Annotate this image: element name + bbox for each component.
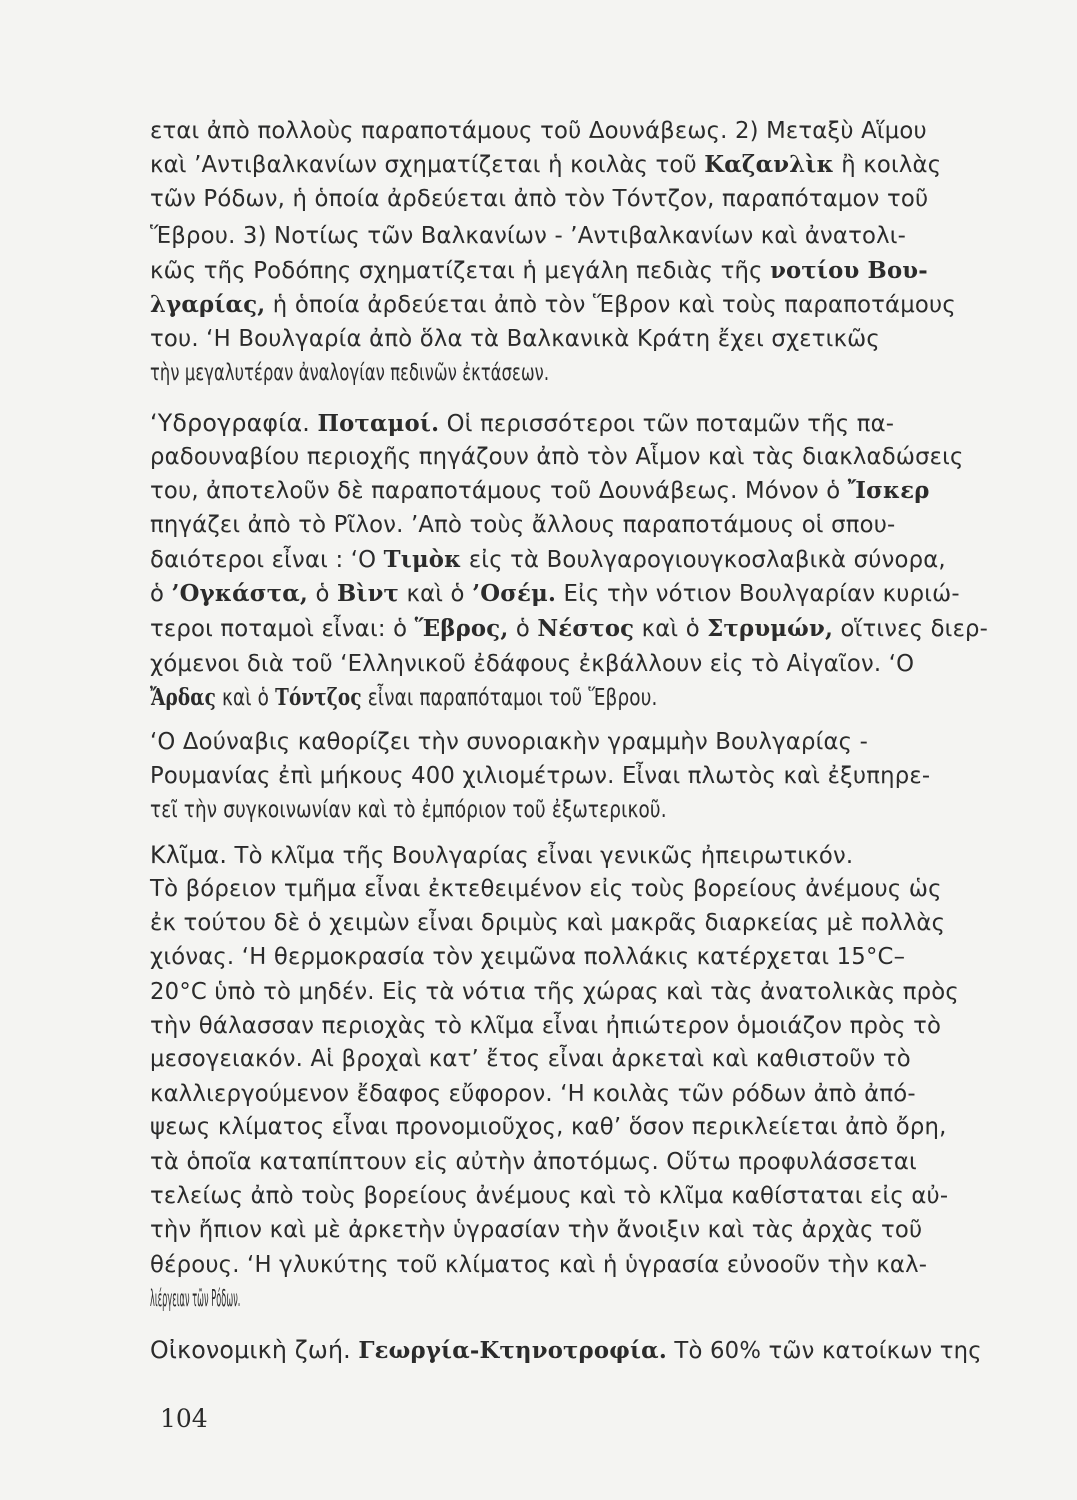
- bold-term: Τιμὸκ: [383, 546, 462, 573]
- text-line: [150, 1284, 450, 1314]
- text-span: Ρουμανίας ἐπὶ μήκους 400 χιλιομέτρων. Εἶναι πλωτὸς καὶ ἐξυπηρε-: [150, 763, 931, 789]
- text-span: Τὸ βόρειον τμῆμα εἶναι ἐκτεθειμένον εἰς τοὺς βορείους ἀνέμους ὡς: [150, 876, 942, 902]
- text-span: τὴν μεγαλυτέραν ἀναλογίαν πεδινῶν ἐκτάσεων.: [150, 360, 550, 386]
- text-span: πηγάζει ἀπὸ τὸ Ρῖλον. ’Απὸ τοὺς ἄλλους παραποτάμους οἱ σπου-: [150, 512, 896, 538]
- text-span: καὶ ὁ: [399, 581, 473, 607]
- text-line: [150, 290, 990, 320]
- text-line: [150, 324, 990, 354]
- section-heading: ‘Υδρογραφία.: [150, 409, 311, 437]
- text-line: [150, 545, 990, 575]
- bold-term: Ἄρδας: [150, 684, 216, 711]
- bold-term: ’Ογκάστα,: [171, 580, 309, 607]
- text-span: χόμενοι διὰ τοῦ ‘Ελληνικοῦ ἐδάφους ἐκβάλλουν εἰς τὸ Αἰγαῖον. ‘Ο: [150, 651, 915, 677]
- text-line: [150, 184, 990, 214]
- bold-term: Ἕβρος,: [414, 615, 509, 642]
- text-line: [150, 442, 990, 472]
- text-span: [351, 1338, 358, 1364]
- text-span: καὶ ὁ: [215, 685, 276, 711]
- text-span: Τὸ κλῖμα τῆς Βουλγαρίας εἶναι γενικῶς ἠπειρωτικόν.: [227, 843, 854, 869]
- text-span: τὴν θάλασσαν περιοχὰς τὸ κλῖμα εἶναι ἠπιώτερον ὁμοιάζον πρὸς τὸ: [150, 1013, 942, 1039]
- text-span: θέρους. ‘Η γλυκύτης τοῦ κλίματος καὶ ἡ ὑγρασία εὐνοοῦν τὴν καλ-: [150, 1252, 928, 1278]
- text-span: μεσογειακόν. Αἱ βροχαὶ κατ’ ἔτος εἶναι ἀρκεταὶ καὶ καθιστοῦν τὸ: [150, 1046, 911, 1072]
- text-span: ὁ: [508, 616, 538, 642]
- text-span: χιόνας. ‘Η θερμοκρασία τὸν χειμῶνα πολλάκις κατέρχεται 15°C–: [150, 944, 906, 970]
- bold-term: Ἴσκερ: [847, 477, 930, 504]
- bold-term: νοτίου Βου-: [770, 257, 928, 284]
- text-line: [150, 649, 990, 679]
- text-line: [150, 1250, 990, 1280]
- text-span: καὶ ’Αντιβαλκανίων σχηματίζεται ἡ κοιλὰς τοῦ: [150, 152, 705, 178]
- text-line: [150, 408, 990, 439]
- text-span: Τὸ 60% τῶν κατοίκων της: [666, 1338, 982, 1364]
- text-span: Εἰς τὴν νότιον Βουλγαρίαν κυριώ-: [556, 581, 960, 607]
- text-line: [150, 1181, 990, 1211]
- text-span: Οἱ περισσότεροι τῶν ποταμῶν τῆς πα-: [439, 411, 895, 437]
- text-span: του. ‘Η Βουλγαρία ἀπὸ ὅλα τὰ Βαλκανικὰ Κράτη ἔχει σχετικῶς: [150, 326, 880, 352]
- text-line: [150, 727, 990, 757]
- text-line: [150, 256, 990, 286]
- text-span: ψεως κλίματος εἶναι προνομιοῦχος, καθ’ ὅσον περικλείεται ἀπὸ ὄρη,: [150, 1114, 947, 1140]
- text-line: [150, 150, 990, 180]
- text-line: [150, 942, 990, 972]
- bold-term: Γεωργία-Κτηνοτροφία.: [358, 1337, 667, 1364]
- text-line: [150, 221, 990, 251]
- bold-term: Στρυμών,: [707, 615, 834, 642]
- text-line: [150, 1044, 990, 1074]
- text-span: τεῖ τὴν συγκοινωνίαν καὶ τὸ ἐμπόριον τοῦ ἐξωτερικοῦ.: [150, 797, 667, 823]
- text-line: [150, 840, 990, 871]
- text-span: του, ἀποτελοῦν δὲ παραποτάμους τοῦ Δουνάβεως. Μόνον ὁ: [150, 478, 848, 504]
- text-line: [150, 1112, 990, 1142]
- text-span: δαιότεροι εἶναι : ‘Ο: [150, 547, 384, 573]
- text-line: [150, 579, 990, 609]
- text-span: ‘Ο Δούναβις καθορίζει τὴν συνοριακὴν γραμμὴν Βουλγαρίας -: [150, 729, 869, 755]
- text-span: τὴν ἤπιον καὶ μὲ ἀρκετὴν ὑγρασίαν τὴν ἄνοιξιν καὶ τὰς ἀρχὰς τοῦ: [150, 1217, 923, 1243]
- text-line: [150, 1335, 990, 1366]
- text-line: [150, 874, 990, 904]
- section-heading: Οἰκονομικὴ ζωή.: [150, 1336, 351, 1364]
- text-line: [150, 977, 990, 1007]
- text-span: ραδουναβίου περιοχῆς πηγάζουν ἀπὸ τὸν Αἷμον καὶ τὰς διακλαδώσεις: [150, 444, 964, 470]
- text-line: [150, 1011, 990, 1041]
- text-line: [150, 1147, 990, 1177]
- text-span: ἢ κοιλὰς: [833, 152, 942, 178]
- text-span: ὁ: [308, 581, 337, 607]
- text-span: ἐκ τούτου δὲ ὁ χειμὼν εἶναι δριμὺς καὶ μακρᾶς διαρκείας μὲ πολλὰς: [150, 910, 946, 936]
- page-number: 104: [160, 1404, 208, 1433]
- text-span: εται ἀπὸ πολλοὺς παραποτάμους τοῦ Δουνάβεως. 2) Μεταξὺ Αἵμου: [150, 118, 927, 144]
- bold-term: Ποταμοί.: [317, 410, 440, 437]
- text-line: [150, 761, 990, 791]
- text-line: [150, 510, 990, 540]
- bold-term: Νέστος: [537, 615, 635, 642]
- text-span: λιέργειαν τῶν Ρόδων.: [150, 1286, 241, 1312]
- text-span: κῶς τῆς Ροδόπης σχηματίζεται ἡ μεγάλη πεδιὰς τῆς: [150, 258, 771, 284]
- bold-term: Τόντζος: [275, 684, 362, 711]
- text-span: Ἕβρου. 3) Νοτίως τῶν Βαλκανίων - ’Αντιβαλκανίων καὶ ἀνατολι-: [150, 223, 907, 249]
- text-line: [150, 1215, 990, 1245]
- bold-term: λγαρίας,: [150, 291, 266, 318]
- text-line: [150, 908, 990, 938]
- text-line: [150, 1079, 990, 1109]
- text-span: τῶν Ρόδων, ἡ ὁποία ἀρδεύεται ἀπὸ τὸν Τόντζον, παραπόταμον τοῦ: [150, 186, 929, 212]
- text-line: [150, 116, 990, 146]
- bold-term: ’Οσέμ.: [472, 580, 557, 607]
- section-heading: Κλῖμα.: [150, 841, 228, 869]
- text-span: 20°C ὑπὸ τὸ μηδέν. Εἰς τὰ νότια τῆς χώρας καὶ τὰς ἀνατολικὰς πρὸς: [150, 979, 959, 1005]
- text-span: καὶ ὁ: [634, 616, 708, 642]
- text-span: καλλιεργούμενον ἔδαφος εὔφορον. ‘Η κοιλὰς τῶν ρόδων ἀπὸ ἀπό-: [150, 1081, 916, 1107]
- text-span: ἡ ὁποία ἀρδεύεται ἀπὸ τὸν Ἕβρον καὶ τοὺς παραποτάμους: [265, 292, 956, 318]
- text-span: τὰ ὁποῖα καταπίπτουν εἰς αὐτὴν ἀποτόμως. Οὕτω προφυλάσσεται: [150, 1149, 917, 1175]
- text-line: [150, 476, 990, 506]
- text-span: τεροι ποταμοὶ εἶναι: ὁ: [150, 616, 415, 642]
- text-span: εἰς τὰ Βουλγαρογιουγκοσλαβικὰ σύνορα,: [461, 547, 946, 573]
- text-span: ὁ: [150, 581, 172, 607]
- text-span: εἶναι παραπόταμοι τοῦ Ἕβρου.: [361, 685, 658, 711]
- text-span: τελείως ἀπὸ τοὺς βορείους ἀνέμους καὶ τὸ κλῖμα καθίσταται εἰς αὐ-: [150, 1183, 949, 1209]
- text-line: [150, 683, 830, 713]
- text-line: [150, 614, 990, 644]
- bold-term: Καζανλὶκ: [704, 151, 834, 178]
- bold-term: Βὶντ: [336, 580, 400, 607]
- text-line: [150, 795, 830, 825]
- text-line: [150, 358, 750, 388]
- text-span: οἵτινες διερ-: [833, 616, 989, 642]
